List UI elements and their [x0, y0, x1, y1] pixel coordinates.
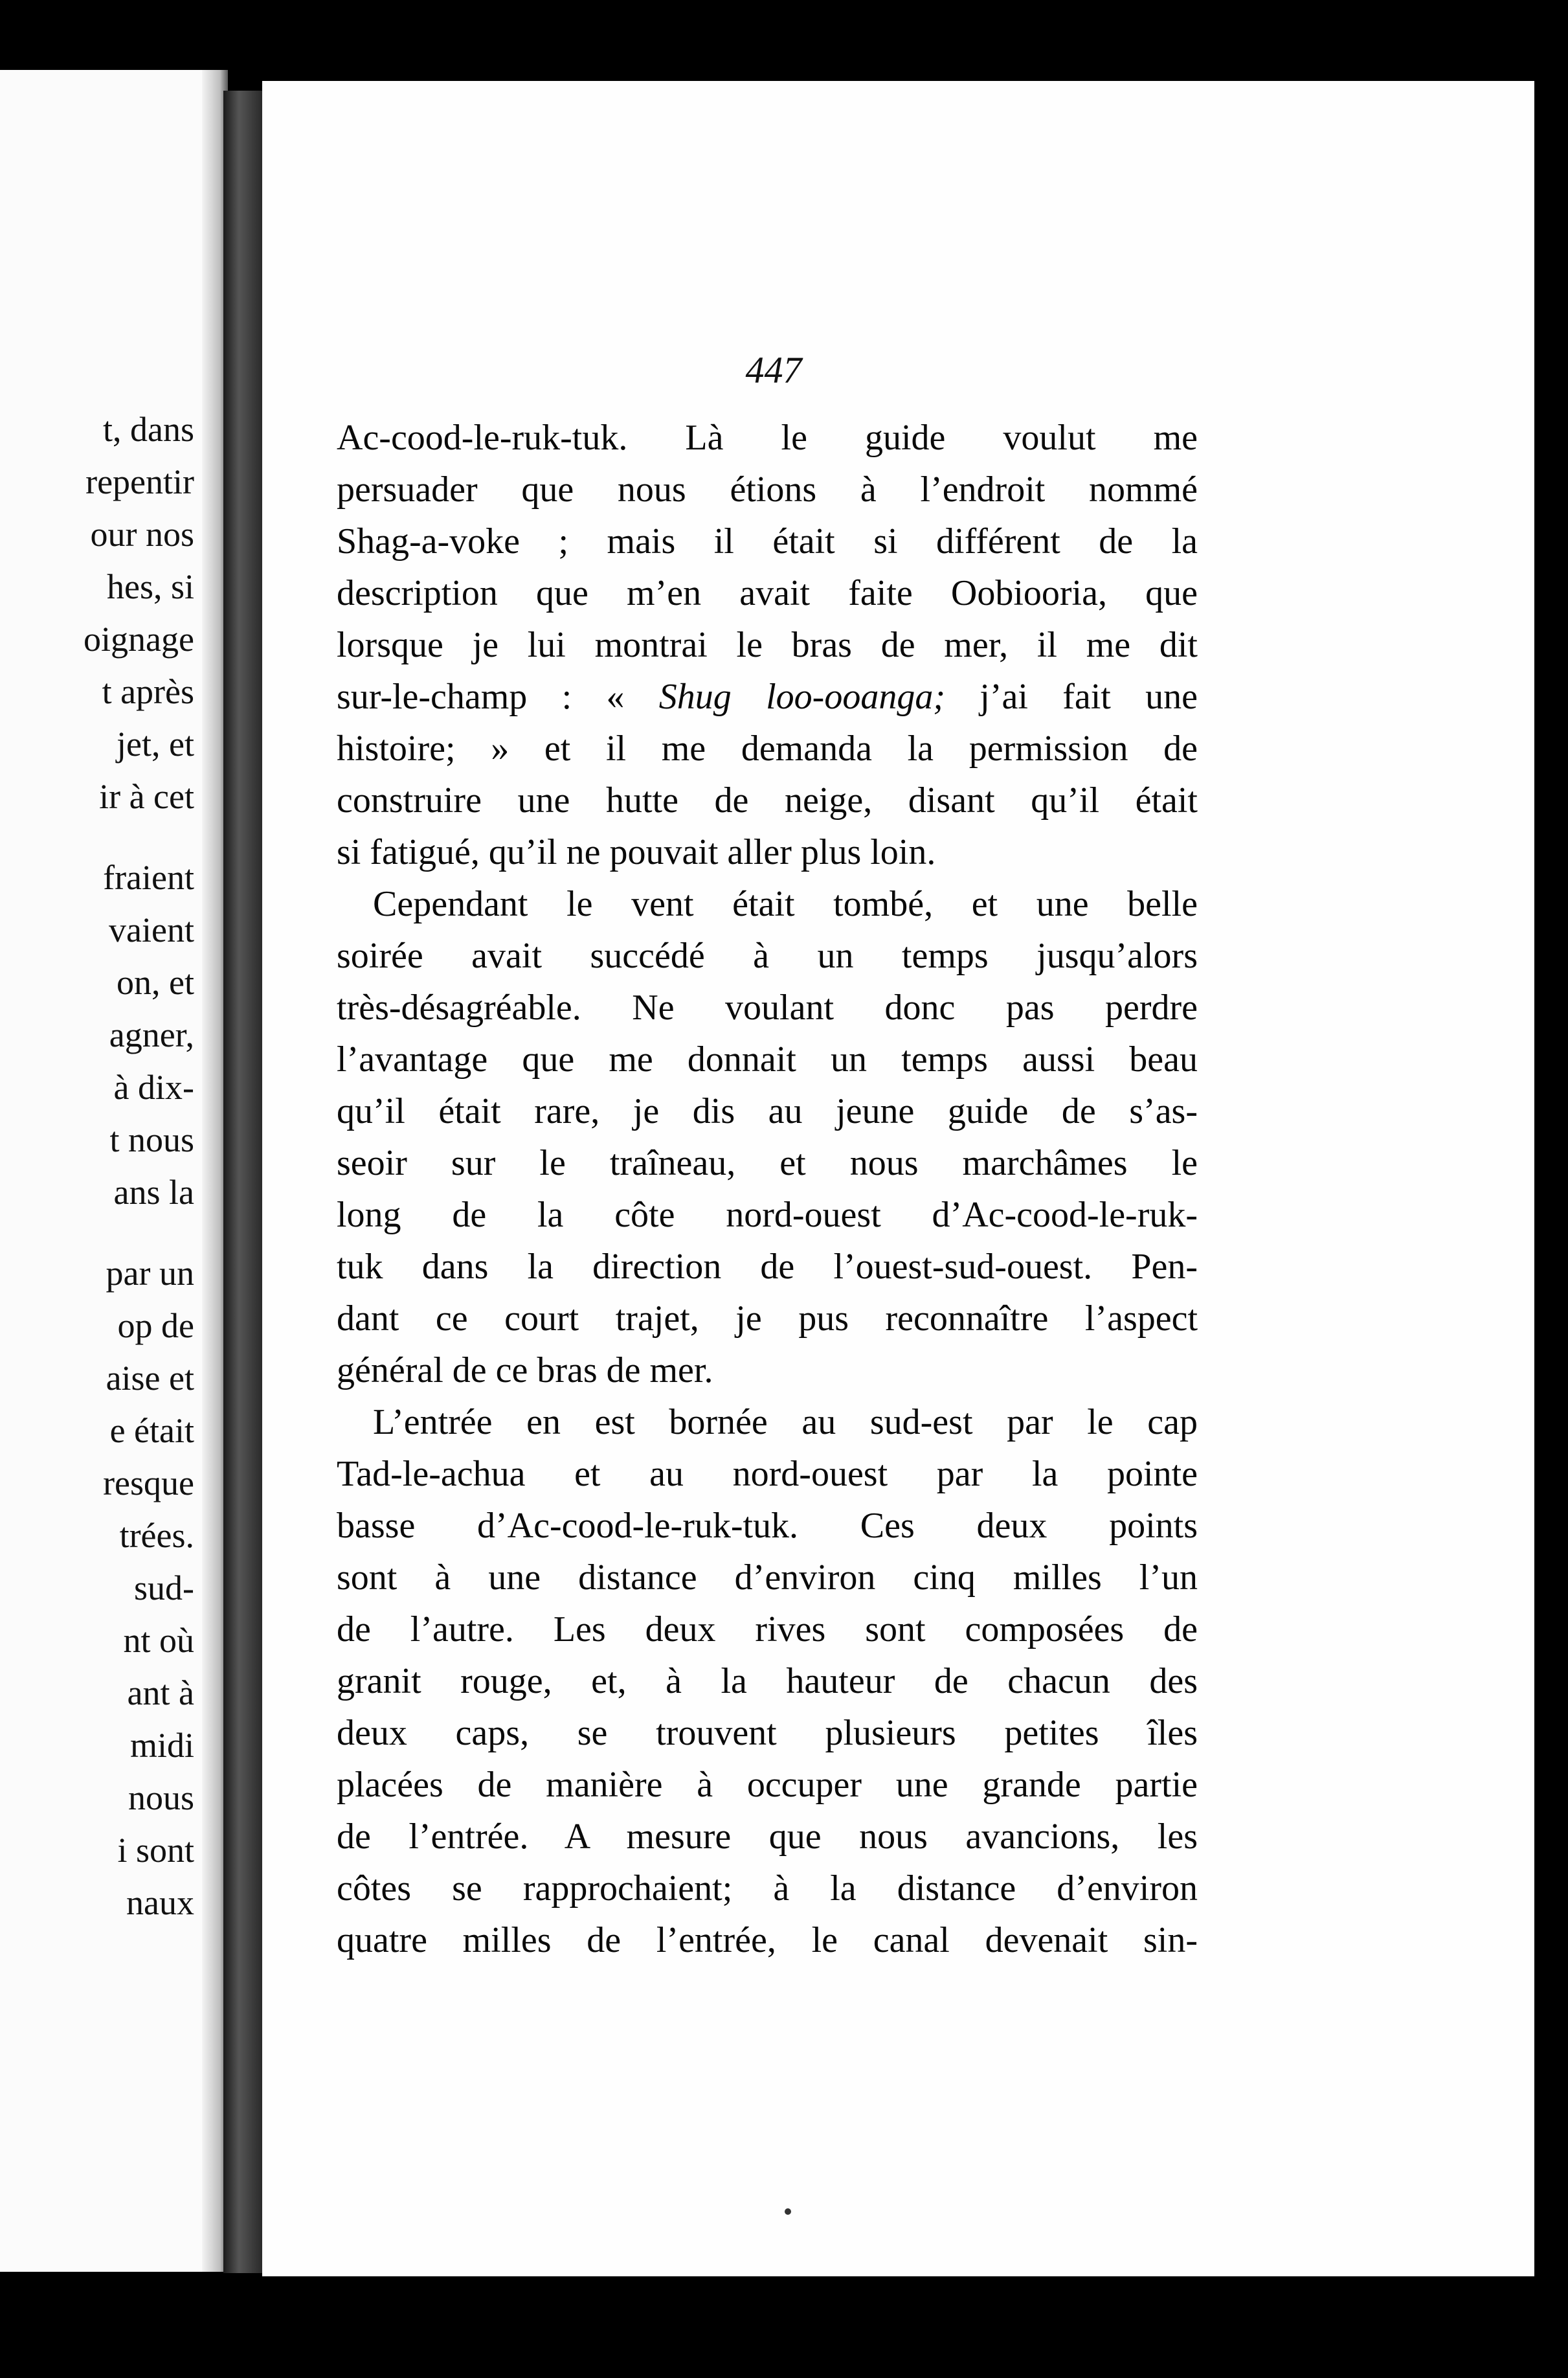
left-line: op de — [117, 1306, 194, 1345]
left-line: ir à cet — [99, 777, 194, 816]
left-line: repentir — [85, 462, 194, 501]
italic-inuit-phrase: Shug loo-ooanga; — [658, 677, 945, 717]
text-line: qu’il était rare, je dis au jeune guide de s’as- — [337, 1091, 1198, 1131]
text-line: lorsque je lui montrai le bras de mer, il me dit — [337, 625, 1198, 665]
left-line: t après — [102, 672, 194, 711]
text-line: quatre milles de l’entrée, le canal devenait sin- — [337, 1920, 1198, 1960]
left-line: resque — [103, 1464, 194, 1502]
text-line: granit rouge, et, à la hauteur de chacun des — [337, 1661, 1198, 1701]
text-line: L’entrée en est bornée au sud-est par le cap — [373, 1402, 1198, 1442]
text-segment: j’ai fait une — [945, 677, 1198, 717]
left-line: t, dans — [103, 410, 194, 449]
left-line: midi — [129, 1726, 194, 1765]
left-line: sud- — [134, 1568, 194, 1607]
text-line: dant ce court trajet, je pus reconnaître l’aspect — [337, 1298, 1198, 1339]
left-line: i sont — [117, 1831, 194, 1870]
left-line: à dix- — [113, 1068, 194, 1107]
text-line: tuk dans la direction de l’ouest-sud-ouest. Pen- — [337, 1247, 1198, 1287]
text-line: Ac-cood-le-ruk-tuk. Là le guide voulut me — [337, 418, 1198, 458]
text-line: Tad-le-achua et au nord-ouest par la pointe — [337, 1454, 1198, 1494]
page-number: 447 — [745, 349, 802, 391]
text-line: général de ce bras de mer. — [337, 1350, 713, 1390]
left-line: naux — [126, 1883, 194, 1922]
left-line: t nous — [109, 1120, 194, 1159]
previous-page-text — [0, 403, 194, 1929]
text-line: si fatigué, qu’il ne pouvait aller plus loin. — [337, 832, 936, 872]
text-line: placées de manière à occuper une grande partie — [337, 1765, 1198, 1805]
book-gutter — [223, 91, 262, 2273]
text-line: soirée avait succédé à un temps jusqu’alors — [337, 936, 1198, 976]
left-line: oignage — [84, 620, 194, 659]
page-body-text — [337, 412, 1198, 1966]
text-line: deux caps, se trouvent plusieurs petites îles — [337, 1713, 1198, 1753]
left-line: nous — [128, 1778, 194, 1817]
previous-page-fragment — [0, 70, 228, 2272]
text-line: construire une hutte de neige, disant qu’il était — [337, 780, 1198, 821]
text-line: Shag-a-voke ; mais il était si différent de la — [337, 521, 1198, 561]
text-line: l’avantage que me donnait un temps aussi beau — [337, 1039, 1198, 1080]
text-segment: sur-le-champ : « — [337, 677, 659, 717]
left-line: nt où — [123, 1621, 194, 1660]
text-line: basse d’Ac-cood-le-ruk-tuk. Ces deux points — [337, 1506, 1198, 1546]
left-line: fraient — [103, 858, 194, 897]
text-line: description que m’en avait faite Oobiooria, que — [337, 573, 1198, 613]
text-line: Cependant le vent était tombé, et une belle — [373, 884, 1198, 924]
text-line: persuader que nous étions à l’endroit nommé — [337, 470, 1198, 510]
text-line: seoir sur le traîneau, et nous marchâmes le — [337, 1143, 1198, 1183]
text-line: côtes se rapprochaient; à la distance d’environ — [337, 1868, 1198, 1908]
text-line: sont à une distance d’environ cinq milles l’un — [337, 1557, 1198, 1598]
text-line: très-désagréable. Ne voulant donc pas perdre — [337, 988, 1198, 1028]
ink-speck — [785, 2208, 791, 2215]
left-line: e était — [109, 1411, 194, 1450]
left-line: ant à — [127, 1673, 194, 1712]
text-line: de l’entrée. A mesure que nous avancions, les — [337, 1817, 1198, 1857]
left-line: par un — [106, 1254, 194, 1293]
left-line: trées. — [119, 1516, 194, 1555]
left-line: hes, si — [107, 567, 194, 606]
left-line: aise et — [106, 1359, 194, 1398]
left-line: on, et — [117, 963, 194, 1002]
left-line: our nos — [90, 515, 194, 554]
text-line: histoire; » et il me demanda la permission de — [337, 729, 1198, 769]
text-line — [337, 671, 1198, 723]
text-line: long de la côte nord-ouest d’Ac-cood-le-ruk- — [337, 1195, 1198, 1235]
left-line: ans la — [113, 1173, 194, 1212]
text-line: de l’autre. Les deux rives sont composées de — [337, 1609, 1198, 1649]
left-line: agner, — [109, 1015, 194, 1054]
left-line: jet, et — [117, 725, 194, 764]
left-line: vaient — [109, 911, 194, 949]
